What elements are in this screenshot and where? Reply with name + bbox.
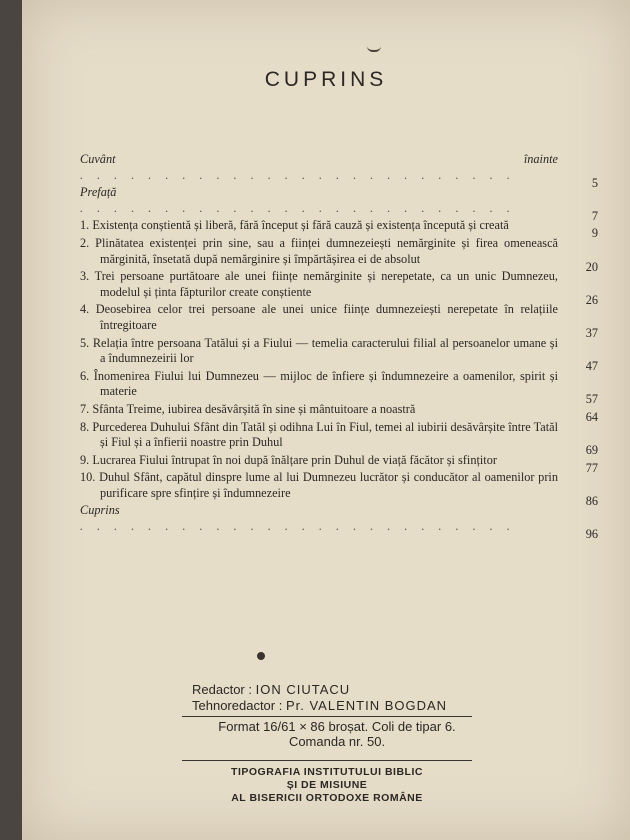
editor-name: ION CIUTACU	[255, 682, 351, 697]
toc-entry-number: 2.	[80, 235, 90, 250]
toc-entry	[80, 235, 598, 274]
toc-entry	[80, 269, 598, 307]
leader-dots: ..........................	[80, 167, 524, 182]
toc-entry	[80, 218, 598, 241]
toc-page-number: 37	[585, 325, 598, 340]
toc-entry-title: Trei persoane purtătoare ale unei ființe nemărginite și nerepetate, ca un unic Dumnezeu, modelul și ținta făpturilor create conștiente	[94, 269, 558, 299]
toc-entry-title: Existența conștientă și liberă, fără început și fără cauză și existența începută și creată	[92, 218, 509, 233]
toc-entry-title: Cuvânt înainte	[80, 152, 558, 166]
toc-page-number: 7	[591, 208, 598, 223]
toc-entry	[80, 302, 598, 340]
toc-page-number: 5	[591, 175, 598, 190]
toc-entry	[80, 368, 598, 407]
tech-editor-label: Tehnoredactor :	[192, 698, 283, 713]
toc-entry-text	[80, 152, 598, 183]
toc-entry	[80, 185, 598, 223]
toc-entry-title: Plinătatea existenței prin sine, sau a ființei dumnezeiești nemărginite și firea omenească mărginită, însetată după nemărginire și împărtășirea ei de absolut	[95, 235, 558, 266]
format-info	[197, 719, 477, 749]
toc-entry-text	[80, 185, 598, 216]
printer-line-1: TIPOGRAFIA INSTITUTULUI BIBLIC	[231, 766, 423, 778]
toc-entry-title: Deosebirea celor trei persoane ale unei unice ființe dumnezeiești nerepetate în relațiile întregitoare	[95, 302, 559, 332]
ornament-mark	[367, 46, 381, 52]
toc-page-number: 86	[585, 493, 598, 508]
toc-page-number: 96	[585, 527, 598, 542]
toc-entry-text	[80, 453, 598, 469]
toc-page-number: 69	[585, 443, 598, 458]
toc-page-number: 57	[585, 392, 598, 407]
toc-entry	[80, 335, 598, 374]
toc-page-number: 47	[585, 359, 598, 374]
toc-entry-number: 6.	[80, 368, 90, 383]
toc-entry	[80, 401, 598, 424]
toc-entry-text	[80, 336, 598, 367]
toc-entry-number: 8.	[80, 419, 90, 434]
editor-label: Redactor :	[192, 682, 252, 697]
format-line: Format 16/61 × 86 broșat. Coli de tipar 6.	[218, 719, 456, 734]
toc-page-number: 77	[585, 460, 598, 475]
page-title: CUPRINS	[264, 68, 388, 91]
toc-entry	[80, 503, 598, 542]
toc-entry-title: Duhul Sfânt, capătul dinspre lume al lui Dumnezeu lucrător și conducător al oamenilor prin purificare spre sfințire și îndumnezeire	[99, 470, 558, 500]
tech-editor-line	[192, 698, 447, 714]
toc-page-number: 64	[585, 409, 598, 424]
credits	[192, 682, 447, 714]
divider-bottom	[182, 760, 472, 761]
toc-entry-text	[80, 269, 598, 300]
toc-page-number: 9	[591, 226, 598, 241]
toc-entry-text	[80, 236, 598, 267]
divider-top	[182, 716, 472, 717]
toc-entry	[80, 470, 598, 508]
toc-entry-number: 5.	[80, 335, 90, 350]
printer-line-3: AL BISERICII ORTODOXE ROMÂNE	[231, 792, 423, 804]
toc-entry-number: 4.	[80, 302, 90, 317]
toc-entry-text	[80, 218, 598, 234]
table-of-contents	[80, 152, 598, 542]
toc-entry	[80, 152, 598, 190]
toc-entry-text	[80, 470, 598, 501]
toc-entry-title: Înomenirea Fiului lui Dumnezeu — mijloc de înfiere și îndumnezeire a oamenilor, spirit și materie	[93, 368, 559, 399]
toc-entry-text	[80, 503, 598, 534]
toc-entry-title: Prefață	[80, 185, 117, 200]
tech-editor-name: Pr. VALENTIN BOGDAN	[285, 698, 448, 713]
toc-entry-title: Sfânta Treime, iubirea desăvârșită în sine și mântuitoare a noastră	[92, 401, 416, 416]
toc-entry-title: Cuprins	[80, 503, 120, 518]
toc-entry-text	[80, 302, 598, 333]
toc-entry-number: 3.	[80, 269, 90, 284]
toc-page-number: 26	[585, 292, 598, 307]
editor-line	[192, 682, 447, 698]
toc-entry-number: 10.	[80, 470, 96, 485]
toc-entry-text	[80, 402, 598, 418]
order-line: Comanda nr. 50.	[288, 734, 386, 749]
toc-entry-number: 7.	[80, 401, 90, 416]
leader-dots: ..........................	[80, 200, 524, 215]
toc-entry-number: 1.	[80, 218, 90, 233]
toc-entry	[80, 419, 598, 458]
toc-entry	[80, 452, 598, 475]
toc-entry-title: Purcederea Duhului Sfânt din Tatăl și odihna Lui în Fiul, temei al iubirii desăvârșite între Tatăl și Fiul și a înfierii noastre prin Duhul	[92, 419, 558, 450]
printer-line-2: ȘI DE MISIUNE	[286, 779, 368, 791]
leader-dots: ..........................	[80, 519, 524, 534]
bullet-mark	[257, 652, 265, 660]
toc-entry-number: 9.	[80, 452, 90, 467]
toc-page-number: 20	[585, 259, 598, 274]
toc-entry-text	[80, 420, 598, 451]
toc-entry-text	[80, 369, 598, 400]
toc-entry-title: Lucrarea Fiului întrupat în noi după înălțare prin Duhul de viață făcător și sfințitor	[92, 452, 497, 467]
book-page	[22, 0, 630, 840]
printer-info	[182, 766, 472, 805]
toc-entry-title: Relația între persoana Tatălui și a Fiului — temelia caracterului filial al persoanelor umane și a îndumnezeirii lor	[92, 335, 558, 366]
